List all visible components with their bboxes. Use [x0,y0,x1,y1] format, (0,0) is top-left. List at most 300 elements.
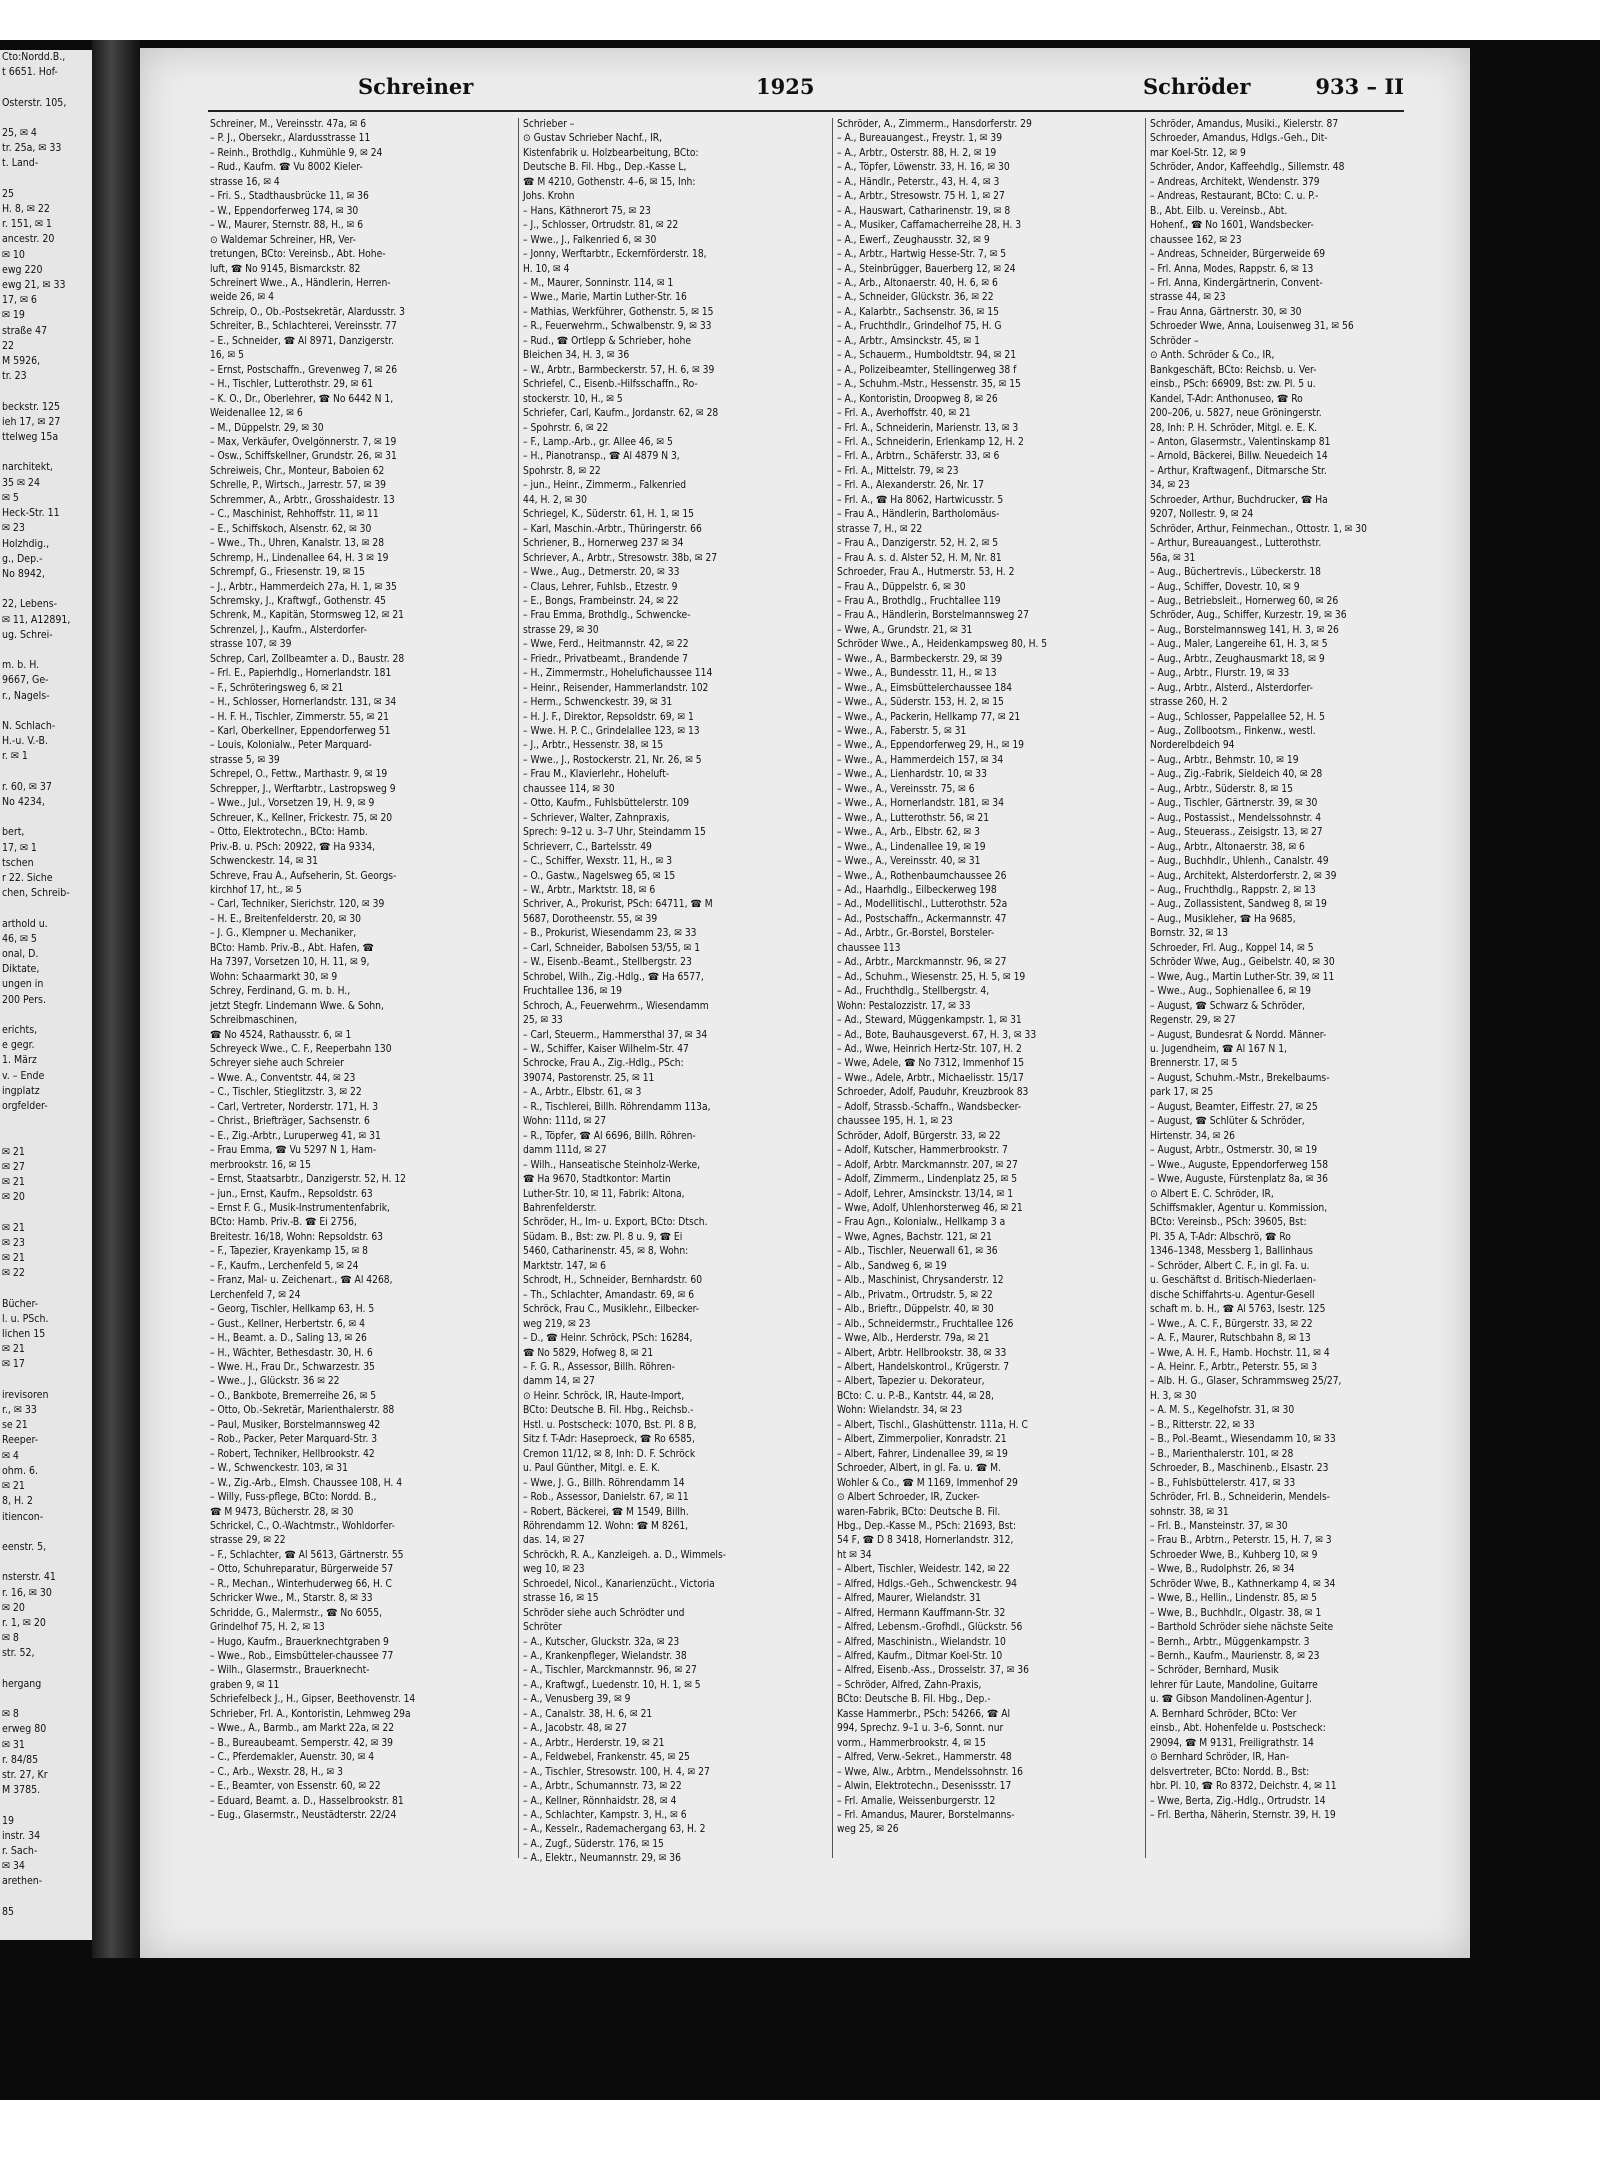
directory-entry: – Wwe., A., Arb., Elbstr. 62, ✉ 3 [837,827,980,839]
directory-entry: – Wwe., A., Lutterothstr. 56, ✉ 21 [837,812,990,824]
directory-entry: – A., Arbtr., Amsinckstr. 45, ✉ 1 [837,335,980,347]
directory-entry: – A., Ewerf., Zeughausstr. 32, ✉ 9 [837,234,990,246]
directory-entry: – Rob., Assessor, Danielstr. 67, ✉ 11 [523,1492,689,1504]
directory-entry: – Otto, Ob.-Sekretär, Marienthalerstr. 88 [210,1405,395,1417]
directory-entry: ⊙ Albert Schroeder, IR, Zucker- [837,1492,980,1504]
directory-entry: – Frl. B., Mansteinstr. 37, ✉ 30 [1150,1520,1288,1532]
directory-entry: – W., Arbtr., Barmbeckerstr. 57, H. 6, ✉ 39 [523,364,715,376]
directory-entry: – Wwe. H., Frau Dr., Schwarzestr. 35 [210,1361,375,1373]
directory-entry: – Wwe., Jul., Vorsetzen 19, H. 9, ✉ 9 [210,798,375,810]
directory-entry: – Wwe., A., Süderstr. 153, H. 2, ✉ 15 [837,697,1004,709]
directory-entry: – A. Heinr. F., Arbtr., Peterstr. 55, ✉ 3 [1150,1361,1318,1373]
directory-entry: weg 219, ✉ 23 [523,1318,591,1330]
directory-entry: hbr. Pl. 10, ☎ Ro 8372, Deichstr. 4, ✉ 11 [1150,1781,1337,1793]
adjacent-page-fragment: erichts, [2,1024,38,1036]
directory-entry: Bornstr. 32, ✉ 13 [1150,928,1229,940]
adjacent-page-fragment: ✉ 31 [2,1738,25,1751]
directory-entry: Fruchtallee 136, ✉ 19 [523,986,623,998]
directory-entry: Schreuer, K., Kellner, Frickestr. 75, ✉ 20 [210,812,393,824]
adjacent-page-fragment: Reeper- [2,1434,39,1447]
directory-entry: – Carl, Techniker, Sierichstr. 120, ✉ 39 [210,899,385,911]
directory-entry: – Carl, Schneider, Babolsen 53/55, ✉ 1 [523,942,701,954]
directory-entry: 29094, ☎ M 9131, Freiligrathstr. 14 [1150,1737,1314,1749]
directory-entry: – H., Beamt. a. D., Saling 13, ✉ 26 [210,1333,367,1345]
directory-entry: 34, ✉ 23 [1150,480,1190,492]
directory-entry: – Christ., Briefträger, Sachsenstr. 6 [210,1116,370,1128]
adjacent-page-fragment [0,1890,92,1905]
directory-entry: – F., Schlachter, ☎ Al 5613, Gärtnerstr. 55 [210,1549,404,1561]
directory-entry: – A., Arbtr., Osterstr. 88, H. 2, ✉ 19 [837,147,997,159]
directory-entry: – B., Marienthalerstr. 101, ✉ 28 [1150,1448,1294,1460]
directory-entry: – A., Elektr., Neumannstr. 29, ✉ 36 [523,1853,681,1865]
adjacent-page-fragment: g., Dep.- [2,552,43,565]
directory-entry: – Willy, Fuss-pflege, BCto: Nordd. B., [210,1492,377,1504]
adjacent-page-fragment: chen, Schreib- [2,887,70,900]
directory-entry: – Aug., Architekt, Alsterdorferstr. 2, ✉ 39 [1150,870,1337,882]
directory-entry: – Alb., Tischler, Neuerwall 61, ✉ 36 [837,1246,998,1258]
directory-entry: – Herm., Schwenckestr. 39, ✉ 31 [523,697,673,709]
directory-entry: Schröder, Aug., Schiffer, Kurzestr. 19, ✉ 36 [1150,610,1347,622]
directory-entry: – Aug., Arbtr., Flurstr. 19, ✉ 33 [1150,668,1290,680]
directory-entry: – A., Schuhm.-Mstr., Hessenstr. 35, ✉ 15 [837,379,1021,391]
directory-entry: – Hugo, Kaufm., Brauerknechtgraben 9 [210,1636,389,1648]
adjacent-page-fragment: 85 [2,1905,15,1918]
directory-entry: – Hans, Käthnerort 75, ✉ 23 [523,205,651,217]
directory-entry: – A., Venusberg 39, ✉ 9 [523,1694,631,1706]
directory-entry: – Aug., Fruchthdlg., Rappstr. 2, ✉ 13 [1150,885,1316,897]
directory-entry: Schröter [523,1622,562,1634]
directory-entry: u. ☎ Gibson Mandolinen-Agentur J. [1150,1694,1312,1706]
directory-entry: – Albert, Arbtr. Hellbrookstr. 38, ✉ 33 [837,1347,1007,1359]
directory-entry: – Alfred, Hermann Kauffmann-Str. 32 [837,1607,1006,1619]
adjacent-page-fragment: N. Schlach- [2,719,56,732]
directory-entry: ⊙ Heinr. Schröck, IR, Haute-Import, [523,1390,685,1402]
directory-entry: ☎ M 9473, Bücherstr. 28, ✉ 30 [210,1506,354,1518]
directory-entry: – Wwe., A., Lienhardstr. 10, ✉ 33 [837,769,987,781]
directory-entry: – Fri. S., Stadthausbrücke 11, ✉ 36 [210,191,369,203]
directory-entry: – Eduard, Beamt. a. D., Hasselbrookstr. 81 [210,1795,404,1807]
directory-entry: – J., Arbtr., Hessenstr. 38, ✉ 15 [523,740,664,752]
directory-entry: – Aug., Tischler, Gärtnerstr. 39, ✉ 30 [1150,798,1318,810]
directory-entry: – Rud., ☎ Ortlepp & Schrieber, hohe [523,335,691,347]
directory-entry: Regenstr. 29, ✉ 27 [1150,1015,1236,1027]
directory-entry: – R., Feuerwehrm., Schwalbenstr. 9, ✉ 33 [523,321,712,333]
directory-entry: 200–206, u. 5827, neue Gröningerstr. [1150,408,1322,420]
adjacent-page-fragment: m. b. H. [2,659,40,672]
directory-entry: Schreyer siehe auch Schreier [210,1058,344,1070]
directory-entry: – Schröder, Bernhard, Musik [1150,1665,1279,1677]
adjacent-page-fragment: e gegr. [2,1039,35,1052]
directory-entry: ⊙ Gustav Schrieber Nachf., IR, [523,133,663,145]
directory-entry: strasse 107, ✉ 39 [210,639,292,651]
directory-entry: Breitestr. 16/18, Wohn: Repsoldstr. 63 [210,1231,383,1243]
adjacent-page-fragment [0,1114,92,1129]
adjacent-page-fragment: M 3785. [2,1784,41,1797]
directory-entry: – Frau A., Danzigerstr. 52, H. 2, ✉ 5 [837,538,999,550]
directory-entry: – A., Steinbrügger, Bauerberg 12, ✉ 24 [837,263,1016,275]
directory-entry: Schremp, H., Lindenallee 64, H. 3 ✉ 19 [210,552,389,564]
directory-entry: Wohn: Schaarmarkt 30, ✉ 9 [210,971,338,983]
directory-entry: Lerchenfeld 7, ✉ 24 [210,1289,301,1301]
directory-entry: Schriener, B., Hornerweg 237 ✉ 34 [523,538,684,550]
adjacent-page-fragment: ✉ 20 [2,1191,25,1204]
directory-entry: Schröder, H., Im- u. Export, BCto: Dtsch. [523,1217,708,1229]
directory-entry: – Aug., Arbtr., Zeughausmarkt 18, ✉ 9 [1150,653,1325,665]
directory-entry: – Frau A., Händlerin, Borstelmannsweg 27 [837,610,1029,622]
directory-entry: Johs. Krohn [523,191,575,203]
directory-entry: – Aug., Maler, Langereihe 61, H. 3, ✉ 5 [1150,639,1328,651]
directory-entry: – Frl. A., Schneiderin, Marienstr. 13, ✉ 3 [837,422,1019,434]
directory-entry: – Wwe., Th., Uhren, Kanalstr. 13, ✉ 28 [210,538,385,550]
adjacent-page-fragment [0,445,92,460]
directory-entry: – Wwe., A., Lindenallee 19, ✉ 19 [837,841,986,853]
directory-entry: – Ernst, Staatsarbtr., Danzigerstr. 52, H. 12 [210,1174,406,1186]
adjacent-page-fragment: tr. 23 [2,370,27,383]
directory-entry: – Albert, Fahrer, Lindenallee 39, ✉ 19 [837,1448,1008,1460]
adjacent-page-fragment: lichen 15 [2,1328,46,1341]
directory-entry: Schreiner, M., Vereinsstr. 47a, ✉ 6 [210,119,367,130]
directory-entry: strasse 29, ✉ 30 [523,624,599,636]
directory-entry: Schröder Wwe., A., Heidenkampsweg 80, H. 5 [837,639,1048,651]
directory-entry: – A., Zugf., Süderstr. 176, ✉ 15 [523,1838,664,1850]
adjacent-page-fragment: t. Land- [2,157,39,170]
directory-entry: u. Jugendheim, ☎ Al 167 N 1, [1150,1044,1287,1055]
directory-entry: – Adolf, Lehrer, Amsinckstr. 13/14, ✉ 1 [837,1188,1014,1200]
directory-entry: – W., Maurer, Sternstr. 88, H., ✉ 6 [210,220,364,232]
directory-entry: B., Abt. Eilb. u. Vereinsb., Abt. [1150,205,1288,217]
adjacent-page-fragment: No 4234, [2,795,45,808]
directory-entry: – Wwe, Alw., Arbtrn., Mendelssohnstr. 16 [837,1766,1024,1778]
directory-entry: – Frau B., Arbtrn., Peterstr. 15, H. 7, ✉ 3 [1150,1535,1332,1547]
directory-entry: – Frau A. s. d. Alster 52, H. M, Nr. 81 [837,552,1002,564]
directory-entry: – Karl, Maschin.-Arbtr., Thüringerstr. 66 [523,523,702,535]
directory-entry: 9207, Nollestr. 9, ✉ 24 [1150,509,1254,521]
directory-entry: park 17, ✉ 25 [1150,1087,1214,1099]
directory-entry: – Aug., Arbtr., Süderstr. 8, ✉ 15 [1150,783,1293,795]
directory-entry: – B., Bureaubeamt. Semperstr. 42, ✉ 39 [210,1737,393,1749]
directory-entry: einsb., Abt. Hohenfelde u. Postscheck: [1150,1723,1326,1735]
directory-entry: – W., Zig.-Arb., Elmsh. Chaussee 108, H. 4 [210,1477,403,1489]
directory-entry: – Frl. Anna, Kindergärtnerin, Convent- [1150,277,1323,289]
directory-entry: Schrepper, J., Werftarbtr., Lastropsweg 9 [210,783,396,795]
adjacent-page-fragment: 200 Pers. [2,993,46,1006]
directory-entry: – Reinh., Brothdlg., Kuhmühle 9, ✉ 24 [210,147,383,159]
adjacent-page-fragment: ✉ 21 [2,1343,25,1356]
directory-entry: – Wwe., Rob., Eimsbütteler-chaussee 77 [210,1651,394,1663]
directory-entry: – A., Fruchthdlr., Grindelhof 75, H. G [837,321,1002,333]
directory-entry: – Wwe., Adele, Arbtr., Michaelisstr. 15/17 [837,1072,1024,1084]
directory-entry: 25, ✉ 33 [523,1015,563,1027]
directory-entry: – Wwe., Marie, Martin Luther-Str. 16 [523,292,687,304]
adjacent-page-fragment: tr. 25a, ✉ 33 [2,142,62,155]
directory-entry: – A., Händlr., Peterstr., 43, H. 4, ✉ 3 [837,176,1000,188]
directory-entry: – Alb., Schneidermstr., Fruchtallee 126 [837,1318,1014,1330]
directory-entry: Schroeder, Adolf, Pauduhr, Kreuzbrook 83 [837,1087,1029,1099]
directory-entry: Schroch, A., Feuerwehrm., Wiesendamm [523,1000,709,1012]
adjacent-page-fragment: ttelweg 15a [2,431,59,444]
directory-entry: – Arthur, Kraftwagenf., Ditmarsche Str. [1150,465,1327,477]
directory-entry: – Wwe., A., Vereinsstr. 75, ✉ 6 [837,783,975,795]
directory-entry: 28, Inh: P. H. Schröder, Mitgl. e. E. K. [1150,422,1318,434]
adjacent-page-fragment: Heck-Str. 11 [2,507,60,520]
directory-entry: graben 9, ✉ 11 [210,1679,280,1691]
directory-entry: – Aug., Musikleher, ☎ Ha 9685, [1150,913,1296,925]
directory-entry: – C., Arb., Wexstr. 28, H., ✉ 3 [210,1766,343,1778]
adjacent-page-fragment: ungen in [2,978,44,991]
directory-entry: – Robert, Techniker, Hellbrookstr. 42 [210,1448,375,1460]
directory-entry: – Wwe., J., Rostockerstr. 21, Nr. 26, ✉ 5 [523,754,702,766]
adjacent-page-fragment: r. 60, ✉ 37 [2,780,52,793]
directory-entry: – Aug., Zig.-Fabrik, Sieldeich 40, ✉ 28 [1150,769,1323,781]
directory-entry: Ha 7397, Vorsetzen 10, H. 11, ✉ 9, [210,957,370,969]
directory-entry: chaussee 162, ✉ 23 [1150,234,1242,246]
directory-entry: chaussee 114, ✉ 30 [523,783,615,795]
directory-entry: – Aug., Betriebsleit., Hornerweg 60, ✉ 26 [1150,595,1339,607]
directory-entry: Hohenf., ☎ No 1601, Wandsbecker- [1150,220,1314,232]
directory-entry: H. 10, ✉ 4 [523,263,570,275]
directory-entry: Marktstr. 147, ✉ 6 [523,1260,606,1272]
directory-entry: – A., Jacobstr. 48, ✉ 27 [523,1723,627,1735]
directory-entry: – Wwe., A. C. F., Bürgerstr. 33, ✉ 22 [1150,1318,1313,1330]
adjacent-page-fragment: eenstr. 5, [2,1540,47,1553]
directory-entry: Pl. 35 A, T-Adr: Albschrö, ☎ Ro [1150,1231,1291,1243]
adjacent-page-fragment [0,1555,92,1570]
adjacent-page-fragment: Osterstr. 105, [2,96,67,109]
directory-entry: – Frau Agn., Kolonialw., Hellkamp 3 a [837,1217,1006,1229]
directory-entry: – R., Mechan., Winterhuderweg 66, H. C [210,1578,392,1590]
directory-entry: – Frl. Amalie, Weissenburgerstr. 12 [837,1795,996,1807]
directory-entry: Kasse Hammerbr., PSch: 54266, ☎ Al [837,1708,1011,1720]
directory-entry: Schröder – [1150,335,1199,347]
directory-entry: – F., Kaufm., Lerchenfeld 5, ✉ 24 [210,1260,359,1272]
directory-entry: – Spohrstr. 6, ✉ 22 [523,422,609,434]
directory-entry: – Aug., Borstelmannsweg 141, H. 3, ✉ 26 [1150,624,1339,636]
directory-entry: 994, Sprechz. 9–1 u. 3–6, Sonnt. nur [837,1723,1004,1735]
directory-entry: 39074, Pastorenstr. 25, ✉ 11 [523,1072,655,1084]
directory-entry: – Andreas, Schneider, Bürgerweide 69 [1150,249,1326,261]
directory-entry: – Alb., Privatm., Ortrudstr. 5, ✉ 22 [837,1289,993,1301]
adjacent-page-fragment: r. 16, ✉ 30 [2,1586,52,1599]
adjacent-page-fragment: 22 [2,339,15,352]
directory-entry: Bahrenfelderstr. [523,1202,597,1214]
adjacent-page-fragment: arthold u. [2,917,48,930]
directory-entry: – H., Pianotransp., ☎ Al 4879 N 3, [523,451,680,463]
directory-entry: waren-Fabrik, BCto: Deutsche B. Fil. [837,1506,1001,1518]
adjacent-page-strip [0,50,92,1940]
directory-entry: – Ad., Wwe, Heinrich Hertz-Str. 107, H. 2 [837,1044,1022,1055]
directory-entry: delsvertreter, BCto: Nordd. B., Bst: [1150,1766,1310,1778]
adjacent-page-fragment [0,1205,92,1220]
directory-entry: Deutsche B. Fil. Hbg., Dep.-Kasse L, [523,162,687,174]
directory-entry: – Schröder, Alfred, Zahn-Praxis, [837,1679,982,1691]
directory-entry: strasse 29, ✉ 22 [210,1535,286,1547]
adjacent-page-fragment: 8, H. 2 [2,1495,33,1508]
directory-entry: Schridde, G., Malermstr., ☎ No 6055, [210,1607,382,1619]
adjacent-page-fragment: 19 [2,1814,15,1827]
directory-entry: – A., Schneider, Glückstr. 36, ✉ 22 [837,292,994,304]
directory-entry: – Adolf, Arbtr. Marckmannstr. 207, ✉ 27 [837,1159,1018,1171]
directory-entry: Schrepel, O., Fettw., Marthastr. 9, ✉ 19 [210,769,388,781]
directory-entry: – Wwe., A., Rothenbaumchaussee 26 [837,870,1007,882]
adjacent-page-fragment: ✉ 27 [2,1160,25,1173]
adjacent-page-fragment: narchitekt, [2,461,53,474]
adjacent-page-fragment: ✉ 22 [2,1267,25,1280]
adjacent-page-fragment: ✉ 10 [2,248,25,261]
directory-entry: – Heinr., Reisender, Hammerlandstr. 102 [523,682,709,694]
directory-entry: Schröder, Arthur, Feinmechan., Ottostr. 1, ✉ 30 [1150,523,1367,535]
directory-entry: einsb., PSch: 66909, Bst: zw. Pl. 5 u. [1150,379,1316,391]
directory-entry: Wohn: Pestalozzistr. 17, ✉ 33 [837,1000,971,1012]
directory-entry: Schröder, A., Zimmerm., Hansdorferstr. 29 [837,119,1032,130]
page-header [208,70,1404,112]
adjacent-page-fragment: orgfelder- [2,1100,48,1113]
directory-entry: – A., Kalarbtr., Sachsenstr. 36, ✉ 15 [837,306,999,318]
adjacent-page-fragment [0,1692,92,1707]
directory-entry: – Frl. A., Alexanderstr. 26, Nr. 17 [837,480,984,492]
directory-entry: – A., Kellner, Rönnhaidstr. 28, ✉ 4 [523,1795,677,1807]
directory-entry: ht ✉ 34 [837,1549,872,1561]
directory-entry: Grindelhof 75, H. 2, ✉ 13 [210,1622,325,1634]
adjacent-page-fragment: Diktate, [2,963,40,976]
directory-entry: – Mathias, Werkführer, Gothenstr. 5, ✉ 15 [523,306,714,318]
directory-entry: – R., Töpfer, ☎ Al 6696, Billh. Röhren- [523,1130,696,1142]
directory-entry: Schroeder, Frau A., Hutmerstr. 53, H. 2 [837,567,1015,579]
directory-entry: Schreibmaschinen, [210,1015,298,1027]
directory-entry: – Otto, Elektrotechn., BCto: Hamb. [210,827,368,839]
page-number: 933 – II [1315,74,1404,99]
directory-entry: BCto: Hamb. Priv.-B., Abt. Hafen, ☎ [210,942,374,954]
directory-entry: – B., Ritterstr. 22, ✉ 33 [1150,1419,1255,1431]
directory-entry: Schreyeck Wwe., C. F., Reeperbahn 130 [210,1044,392,1055]
directory-entry: BCto: Vereinsb., PSch: 39605, Bst: [1150,1217,1307,1229]
adjacent-page-fragment: ieh 17, ✉ 27 [2,415,61,428]
directory-entry: – Wwe, Ferd., Heitmannstr. 42, ✉ 22 [523,639,689,651]
directory-entry: Schroeder, B., Maschinenb., Elsastr. 23 [1150,1463,1329,1475]
directory-page [140,48,1470,1958]
adjacent-page-fragment: irevisoren [2,1388,49,1401]
directory-entry: – W., Eisenb.-Beamt., Stellbergstr. 23 [523,957,692,969]
directory-entry: – Wwe., A., Vereinsstr. 40, ✉ 31 [837,856,981,868]
directory-entry: – A., Arbtr., Elbstr. 61, ✉ 3 [523,1087,642,1099]
directory-entry: H. 3, ✉ 30 [1150,1390,1197,1402]
adjacent-page-fragment [0,384,92,399]
column-1 [210,118,512,1858]
adjacent-page-fragment: l. u. PSch. [2,1312,49,1325]
adjacent-page-fragment: ewg 220 [2,263,43,276]
directory-entry: Schremmer, A., Arbtr., Grosshaidestr. 13 [210,494,395,506]
directory-entry: – Frl. E., Papierhdlg., Hornerlandstr. 181 [210,668,392,680]
directory-entry: Priv.-B. u. PSch: 20922, ☎ Ha 9334, [210,841,376,853]
adjacent-page-fragment: tschen [2,856,34,869]
directory-entry: – Ad., Steward, Müggenkampstr. 1, ✉ 31 [837,1015,1022,1027]
directory-entry: – Frau Emma, Brothdlg., Schwencke- [523,610,691,622]
directory-entry: Schriefer, Carl, Kaufm., Jordanstr. 62, ✉ 28 [523,408,719,420]
directory-entry: – E., Bongs, Frambeinstr. 24, ✉ 22 [523,595,679,607]
directory-entry: – Andreas, Restaurant, BCto: C. u. P.- [1150,191,1319,203]
adjacent-page-fragment: 1. März [2,1054,37,1067]
directory-entry: Hstl. u. Postscheck: 1070, Bst. Pl. 8 B, [523,1419,697,1431]
directory-entry: – Frl. Bertha, Näherin, Sternstr. 39, H. 19 [1150,1810,1336,1822]
directory-entry: – Alfred, Verw.-Sekret., Hammerstr. 48 [837,1752,1012,1764]
adjacent-page-fragment [0,1129,92,1144]
directory-entry: – August, ☎ Schlüter & Schröder, [1150,1116,1305,1128]
adjacent-page-fragment [0,810,92,825]
directory-entry: BCto: Deutsche B. Fil. Hbg., Reichsb.- [523,1405,694,1417]
directory-entry: – Frl. A., Schneiderin, Erlenkamp 12, H. 2 [837,436,1024,448]
directory-entry: – Arthur, Bureauangest., Lutterothstr. [1150,538,1322,550]
directory-entry: – Otto, Kaufm., Fuhlsbüttelerstr. 109 [523,798,690,810]
directory-entry: – Adolf, Kutscher, Hammerbrookstr. 7 [837,1145,1008,1157]
directory-entry: vorm., Hammerbrookstr. 4, ✉ 15 [837,1737,986,1749]
directory-entry: – A., Krankenpfleger, Wielandstr. 38 [523,1651,687,1663]
adjacent-page-fragment: se 21 [2,1419,28,1432]
directory-entry: Schröder, Andor, Kaffeehdlg., Sillemstr. 48 [1150,162,1345,174]
directory-entry: Schiffsmakler, Agentur u. Kommission, [1150,1202,1328,1214]
directory-entry: A. Bernhard Schröder, BCto: Ver [1150,1708,1297,1720]
adjacent-page-fragment: ✉ 21 [2,1145,25,1158]
directory-entry: – Franz, Mal- u. Zeichenart., ☎ Al 4268, [210,1275,393,1287]
directory-entry: – H. E., Breitenfelderstr. 20, ✉ 30 [210,913,361,925]
directory-entry: – C., Maschinist, Rehhoffstr. 11, ✉ 11 [210,509,379,521]
directory-entry: – H., Schlosser, Hornerlandstr. 131, ✉ 34 [210,697,397,709]
directory-entry: – Albert, Zimmerpolier, Konradstr. 21 [837,1434,1007,1446]
directory-entry: – B., Pol.-Beamt., Wiesendamm 10, ✉ 33 [1150,1434,1336,1446]
directory-entry: – Aug., Arbtr., Alsterd., Alsterdorfer- [1150,682,1313,694]
adjacent-page-fragment: t 6651. Hof- [2,66,58,79]
directory-entry: – Ad., Bote, Bauhausgeverst. 67, H. 3, ✉ 33 [837,1029,1037,1041]
adjacent-page-fragment: ✉ 21 [2,1221,25,1234]
adjacent-page-fragment [0,80,92,95]
header-right-word: Schröder [1143,74,1251,99]
directory-entry: – August, Arbtr., Ostmerstr. 30, ✉ 19 [1150,1145,1318,1157]
adjacent-page-fragment: r. 1, ✉ 20 [2,1616,46,1629]
directory-entry: strasse 7, H., ✉ 22 [837,523,923,535]
scan-bottom-margin [0,1958,1600,2100]
directory-entry: Schröder, Frl. B., Schneiderin, Mendels- [1150,1492,1331,1504]
directory-entry: – K. O., Dr., Oberlehrer, ☎ No 6442 N 1, [210,393,394,405]
directory-entry: – Rud., Kaufm. ☎ Vu 8002 Kieler- [210,162,363,174]
adjacent-page-fragment: ✉ 21 [2,1176,25,1189]
directory-entry: ⊙ Waldemar Schreiner, HR, Ver- [210,234,356,246]
directory-entry: – A., Töpfer, Löwenstr. 33, H. 16, ✉ 30 [837,162,1010,174]
directory-entry: – Wwe., A., Eimsbüttelerchaussee 184 [837,682,1012,694]
directory-entry: – Ad., Fruchthdlg., Stellbergstr. 4, [837,986,990,998]
adjacent-page-fragment: r. ✉ 1 [2,750,28,763]
directory-entry: Schreiter, B., Schlachterei, Vereinsstr. 77 [210,321,397,333]
adjacent-page-fragment: H. 8, ✉ 22 [2,203,50,216]
directory-entry: – Wwe., A., Hornerlandstr. 181, ✉ 34 [837,798,1004,810]
adjacent-page-fragment: itiencon- [2,1510,44,1523]
adjacent-page-fragment: r. 84/85 [2,1753,39,1766]
directory-entry: weg 25, ✉ 26 [837,1824,899,1836]
adjacent-page-fragment: r 22. Siche [2,871,53,884]
directory-entry: – Aug., Buchhdlr., Uhlenh., Canalstr. 49 [1150,856,1329,868]
directory-entry: – Ad., Arbtr., Marckmannstr. 96, ✉ 27 [837,957,1007,969]
directory-entry: – Ad., Modellitischl., Lutterothstr. 52a [837,899,1008,911]
directory-entry: ⊙ Bernhard Schröder, IR, Han- [1150,1752,1290,1764]
directory-entry: Hbg., Dep.-Kasse M., PSch: 21693, Bst: [837,1520,1017,1532]
directory-entry: Schrobel, Wilh., Zig.-Hdlg., ☎ Ha 6577, [523,971,704,983]
directory-entry: – Otto, Schuhreparatur, Bürgerweide 57 [210,1564,394,1576]
directory-entry: – P. J., Obersekr., Alardusstrasse 11 [210,133,371,145]
adjacent-page-fragment: 22, Lebens- [2,598,58,611]
adjacent-page-fragment: arethen- [2,1875,43,1888]
directory-entry: – H. J. F., Direktor, Repsoldstr. 69, ✉ 1 [523,711,694,723]
directory-entry: – E., Schiffskoch, Alsenstr. 62, ✉ 30 [210,523,372,535]
directory-entry: – Wwe, B., Hellin., Lindenstr. 85, ✉ 5 [1150,1593,1317,1605]
directory-entry: – Wwe., J., Glückstr. 36 ✉ 22 [210,1376,340,1388]
directory-entry: Schroeder Wwe, B., Kuhberg 10, ✉ 9 [1150,1549,1318,1561]
